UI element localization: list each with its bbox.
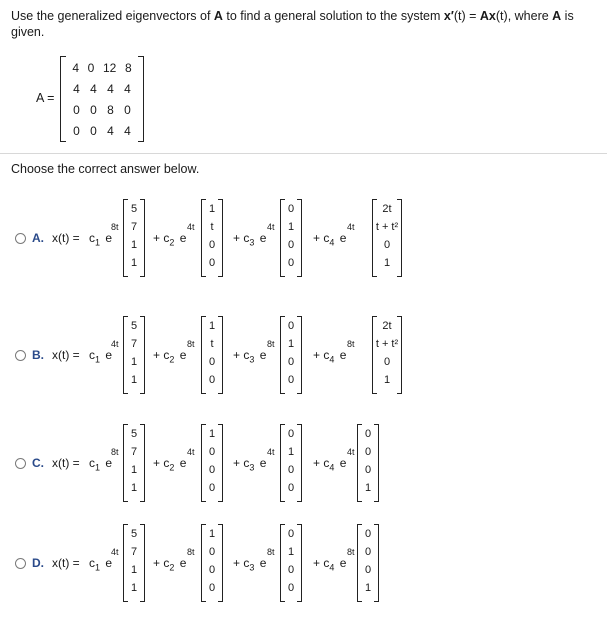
matrix-entry: 4 — [90, 82, 97, 96]
exponent: 8t — [187, 339, 195, 349]
coefficient: $c_1$ e — [89, 556, 113, 573]
matrix-symbol: A — [552, 9, 562, 23]
vector-entry: 0 — [208, 464, 216, 476]
ax-symbol: Ax — [479, 9, 496, 23]
column-vector — [123, 424, 145, 502]
vector-entry: 0 — [208, 239, 216, 251]
vector-entry: 0 — [364, 546, 372, 558]
vector-entry: 1 — [383, 257, 391, 269]
solution-lhs: x(t) = — [52, 231, 80, 245]
option-letter: B. — [32, 348, 44, 362]
matrix-row — [68, 103, 136, 117]
column-vector — [372, 199, 402, 277]
matrix-entry: 4 — [107, 82, 114, 96]
vector-entry: 7 — [130, 221, 138, 233]
vector-entry: 0 — [208, 546, 216, 558]
vector-entry: t — [210, 221, 214, 233]
vector-entry: 1 — [383, 374, 391, 386]
vector-entry: 1 — [208, 320, 216, 332]
question-part: Use the generalized eigenvectors of — [11, 9, 214, 23]
question-part: (t) = — [453, 9, 480, 23]
vector-entry: 0 — [287, 464, 295, 476]
matrix-entry: 4 — [73, 82, 80, 96]
vector-entry: 0 — [364, 428, 372, 440]
vector-entry: 0 — [208, 257, 216, 269]
exponent: 8t — [267, 339, 275, 349]
column-vector — [280, 424, 302, 502]
vector-entry: 1 — [130, 374, 138, 386]
coefficient: + $c_2$ e — [153, 456, 187, 473]
vector-entry: 0 — [287, 257, 295, 269]
matrix-entry: 0 — [90, 103, 97, 117]
vector-entry: 0 — [364, 528, 372, 540]
left-bracket — [60, 56, 66, 142]
column-vector — [201, 316, 223, 394]
radio-button[interactable] — [15, 458, 26, 469]
vector-entry: 0 — [364, 446, 372, 458]
coefficient: + $c_3$ e — [233, 348, 267, 365]
matrix-entry: 0 — [87, 61, 95, 75]
exponent: 4t — [267, 447, 275, 457]
exponent: 4t — [347, 447, 355, 457]
coefficient: + $c_2$ e — [153, 231, 187, 248]
coefficient: + $c_3$ e — [233, 556, 267, 573]
vector-entry: 1 — [287, 546, 295, 558]
vector-entry: 1 — [287, 446, 295, 458]
vector-entry: 7 — [130, 546, 138, 558]
vector-entry: 7 — [130, 338, 138, 350]
vector-entry: 0 — [364, 564, 372, 576]
exponent: 8t — [187, 547, 195, 557]
question-part: to find a general solution to the system — [222, 9, 444, 23]
column-vector — [123, 524, 145, 602]
option-letter: C. — [32, 456, 44, 470]
matrix-row — [68, 61, 136, 75]
radio-button[interactable] — [15, 233, 26, 244]
vector-entry: 0 — [383, 356, 391, 368]
coefficient: $c_1$ e — [89, 456, 113, 473]
column-vector — [280, 199, 302, 277]
answer-option-b[interactable] — [0, 313, 607, 399]
vector-entry: 1 — [130, 239, 138, 251]
vector-entry: 0 — [208, 564, 216, 576]
column-vector — [372, 316, 402, 394]
matrix-row — [68, 82, 136, 96]
section-divider — [0, 153, 607, 154]
vector-entry: 0 — [287, 356, 295, 368]
exponent: 4t — [187, 447, 195, 457]
vector-entry: 1 — [208, 428, 216, 440]
matrix-entry: 4 — [124, 82, 131, 96]
exponent: 8t — [267, 547, 275, 557]
exponent: 4t — [187, 222, 195, 232]
vector-entry: 1 — [130, 464, 138, 476]
column-vector — [201, 424, 223, 502]
coefficient: + $c_2$ e — [153, 348, 187, 365]
exponent: 8t — [111, 222, 119, 232]
vector-entry: 1 — [130, 582, 138, 594]
vector-entry: t + t² — [375, 221, 399, 233]
exponent: 8t — [111, 447, 119, 457]
matrix-entry: 4 — [72, 61, 79, 75]
vector-entry: 1 — [287, 338, 295, 350]
column-vector — [280, 316, 302, 394]
exponent: 4t — [347, 222, 355, 232]
exponent: 4t — [267, 222, 275, 232]
answer-option-a[interactable] — [0, 196, 607, 282]
coefficient: $c_1$ e — [89, 348, 113, 365]
coefficient: + $c_4$ e — [313, 348, 347, 365]
vector-entry: 1 — [130, 482, 138, 494]
vector-entry: 7 — [130, 446, 138, 458]
column-vector — [201, 199, 223, 277]
vector-entry: 0 — [364, 464, 372, 476]
matrix-symbol: A — [213, 9, 223, 23]
vector-entry: 0 — [383, 239, 391, 251]
vector-entry: 1 — [130, 564, 138, 576]
matrix-entry: 0 — [124, 103, 131, 117]
vector-entry: 0 — [287, 374, 295, 386]
vector-entry: 0 — [287, 564, 295, 576]
vector-entry: 1 — [364, 482, 372, 494]
column-vector — [201, 524, 223, 602]
option-letter: A. — [32, 231, 44, 245]
vector-entry: 1 — [287, 221, 295, 233]
vector-entry: 2t — [382, 320, 392, 332]
matrix-entry: 8 — [124, 61, 132, 75]
column-vector — [357, 524, 379, 602]
vector-entry: 0 — [287, 428, 295, 440]
coefficient: $c_1$ e — [89, 231, 113, 248]
solution-lhs: x(t) = — [52, 348, 80, 362]
matrix-entry: 4 — [107, 124, 114, 138]
coefficient: + $c_3$ e — [233, 456, 267, 473]
coefficient: + $c_2$ e — [153, 556, 187, 573]
vector-entry: 0 — [287, 528, 295, 540]
answer-option-c[interactable] — [0, 421, 607, 507]
coefficient: + $c_4$ e — [313, 456, 347, 473]
solution-lhs: x(t) = — [52, 556, 80, 570]
vector-entry: 1 — [208, 203, 216, 215]
matrix-entry: 12 — [102, 61, 117, 75]
coefficient: + $c_3$ e — [233, 231, 267, 248]
question-part: given. — [11, 25, 45, 39]
given-matrix — [60, 56, 144, 142]
question-part: is — [561, 9, 574, 23]
radio-button[interactable] — [15, 350, 26, 361]
vector-entry: 1 — [364, 582, 372, 594]
vector-entry: 0 — [287, 203, 295, 215]
matrix-entry: 0 — [90, 124, 97, 138]
column-vector — [357, 424, 379, 502]
x-prime-symbol: x′ — [443, 9, 454, 23]
vector-entry: 5 — [130, 203, 138, 215]
vector-entry: 0 — [208, 482, 216, 494]
vector-entry: 0 — [208, 446, 216, 458]
vector-entry: 0 — [208, 582, 216, 594]
vector-entry: 0 — [208, 356, 216, 368]
radio-button[interactable] — [15, 558, 26, 569]
vector-entry: 0 — [208, 374, 216, 386]
column-vector — [123, 199, 145, 277]
coefficient: + $c_4$ e — [313, 556, 347, 573]
answer-prompt: Choose the correct answer below. — [11, 162, 200, 176]
matrix-row — [68, 124, 136, 138]
vector-entry: 1 — [130, 257, 138, 269]
vector-entry: 5 — [130, 528, 138, 540]
matrix-entry: 0 — [73, 103, 80, 117]
vector-entry: t + t² — [375, 338, 399, 350]
question-text — [11, 8, 601, 40]
column-vector — [280, 524, 302, 602]
matrix-entry: 8 — [107, 103, 114, 117]
vector-entry: 0 — [287, 320, 295, 332]
exponent: 8t — [347, 339, 355, 349]
vector-entry: 0 — [287, 239, 295, 251]
vector-entry: 0 — [287, 582, 295, 594]
exponent: 8t — [347, 547, 355, 557]
vector-entry: 0 — [287, 482, 295, 494]
matrix-entry: 4 — [124, 124, 131, 138]
right-bracket — [138, 56, 144, 142]
exponent: 4t — [111, 547, 119, 557]
question-part: (t), where — [495, 9, 553, 23]
vector-entry: 1 — [130, 356, 138, 368]
coefficient: + $c_4$ e — [313, 231, 347, 248]
vector-entry: 2t — [382, 203, 392, 215]
option-letter: D. — [32, 556, 44, 570]
vector-entry: t — [210, 338, 214, 350]
matrix-label: A = — [36, 91, 55, 105]
solution-lhs: x(t) = — [52, 456, 80, 470]
exponent: 4t — [111, 339, 119, 349]
vector-entry: 5 — [130, 428, 138, 440]
answer-option-d[interactable] — [0, 521, 607, 607]
vector-entry: 5 — [130, 320, 138, 332]
matrix-entry: 0 — [73, 124, 80, 138]
column-vector — [123, 316, 145, 394]
vector-entry: 1 — [208, 528, 216, 540]
